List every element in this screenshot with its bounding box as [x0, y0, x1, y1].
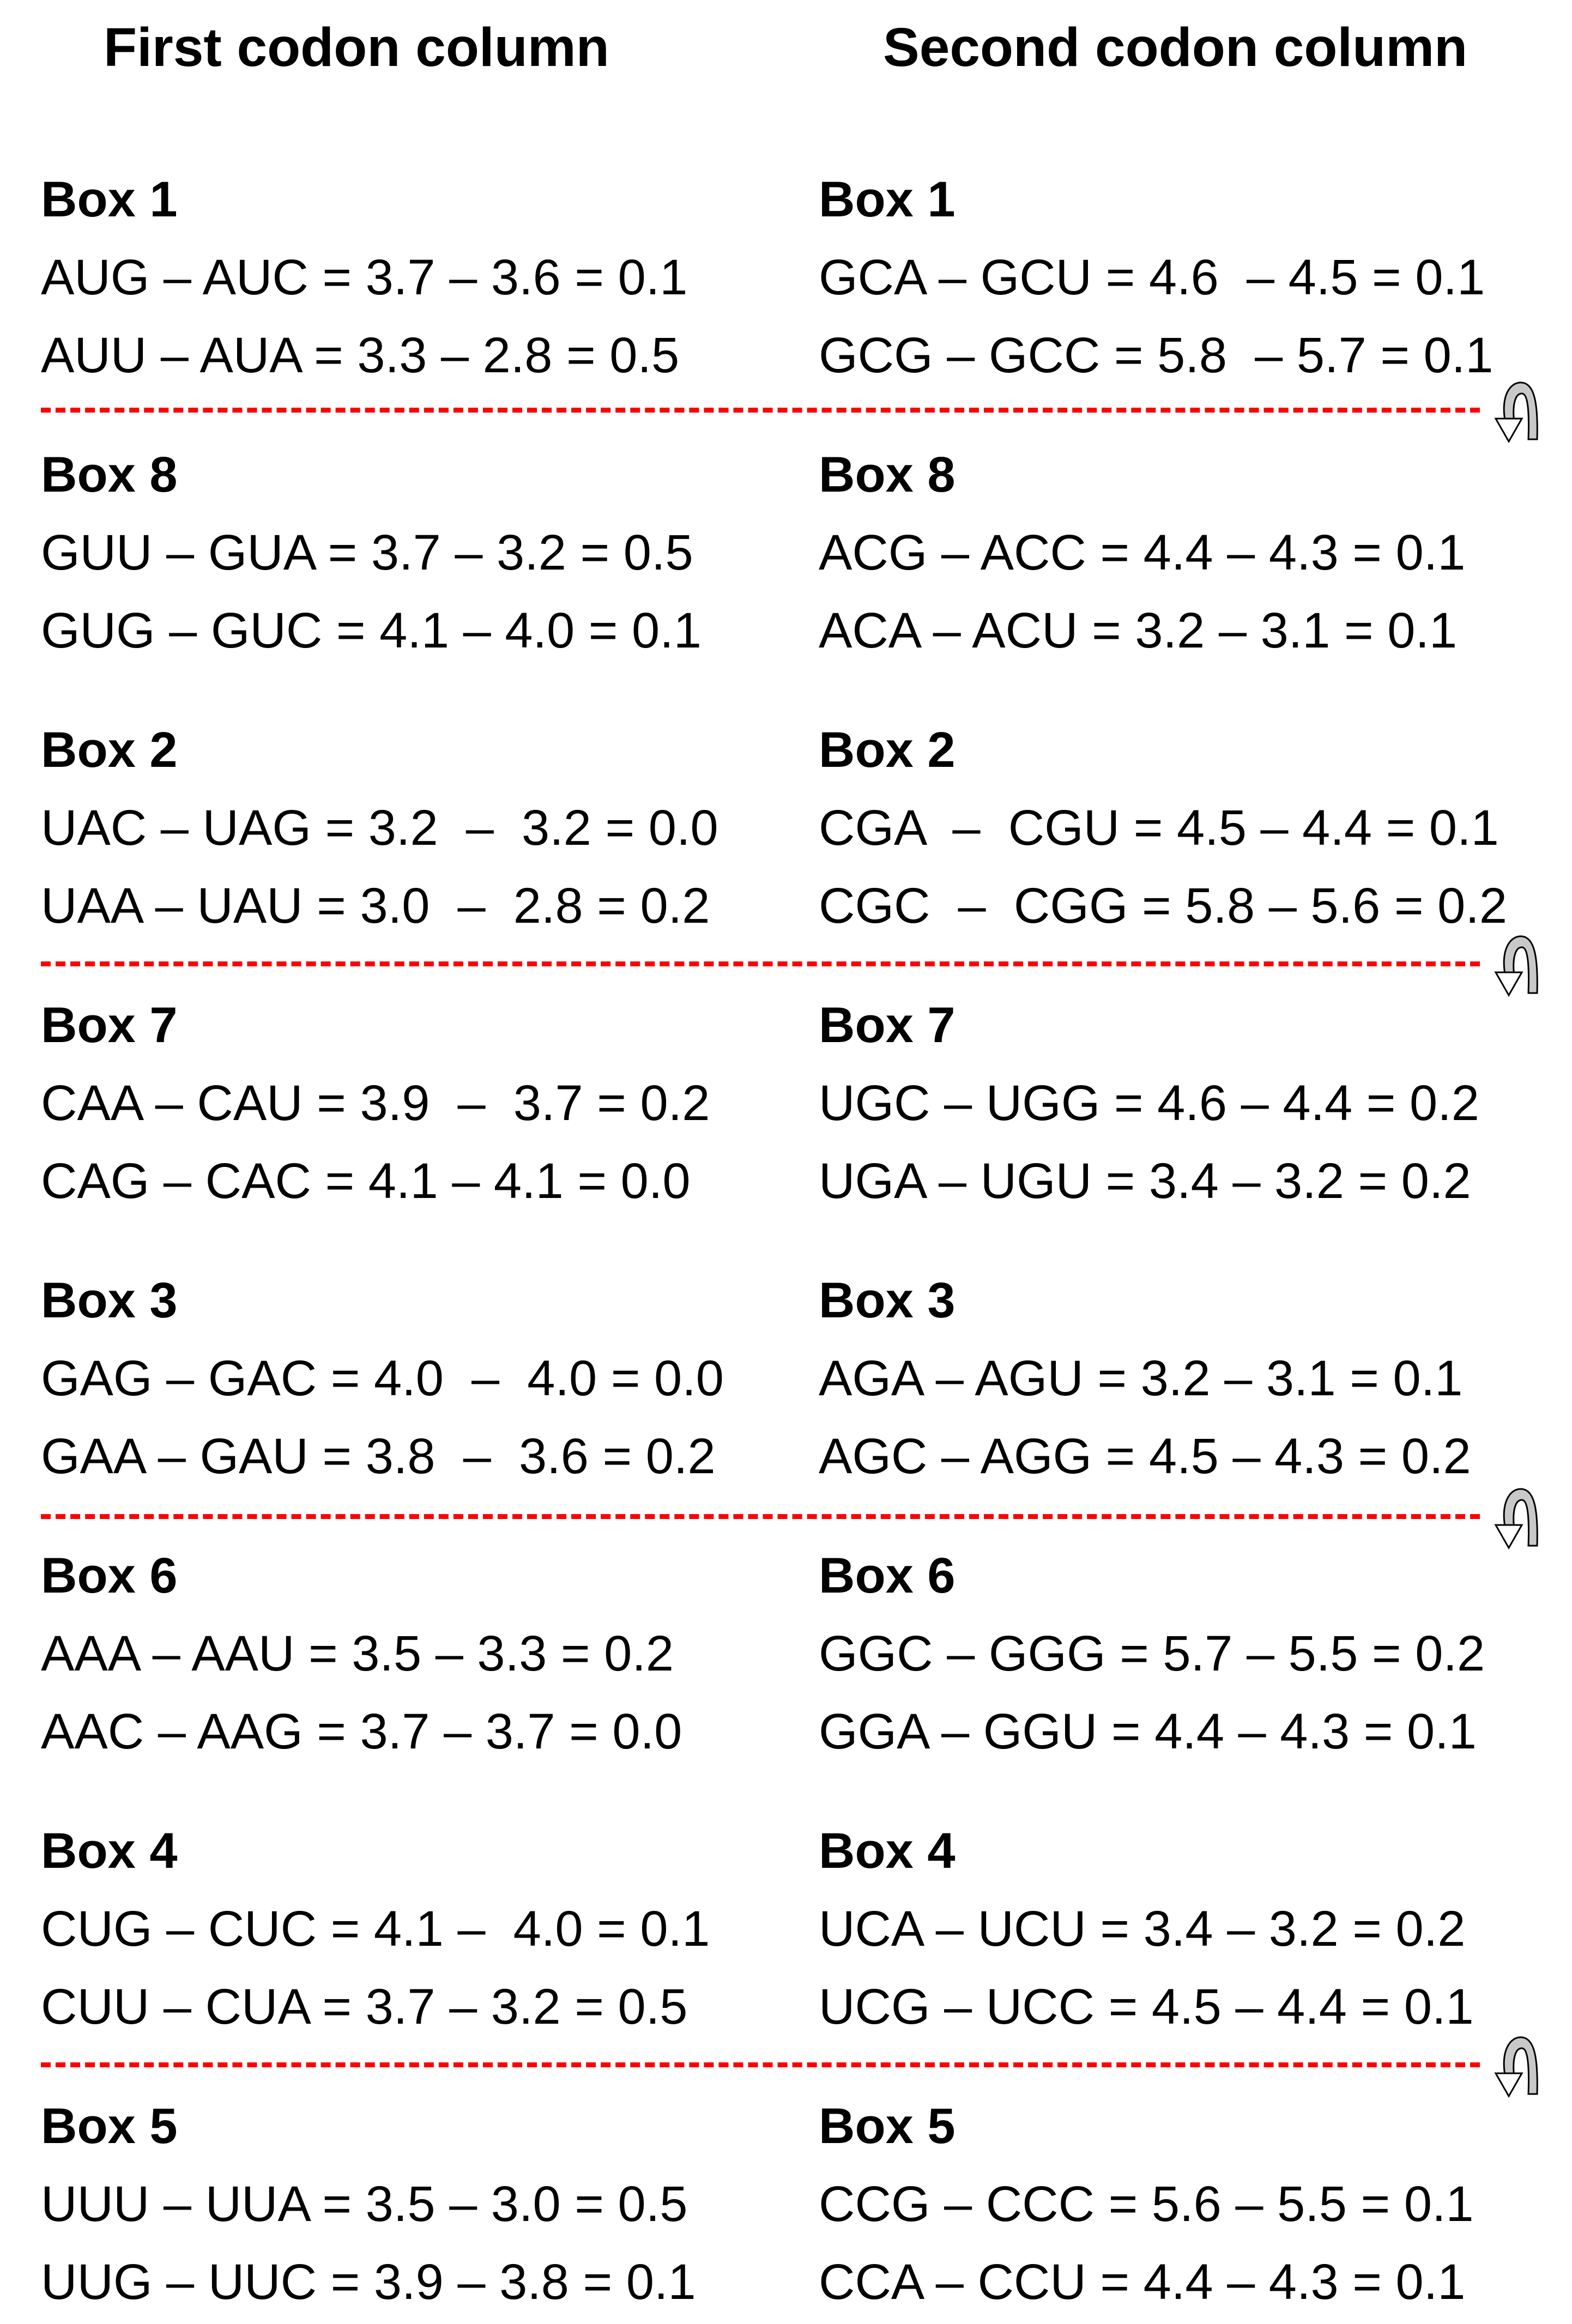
- codon-box: [41, 2087, 696, 2321]
- box-title: Box 3: [819, 1273, 956, 1328]
- second-column-header: Second codon column: [883, 17, 1468, 78]
- box-title: Box 8: [41, 447, 178, 503]
- box-title: Box 6: [41, 1548, 178, 1603]
- codon-box: [41, 1262, 724, 1496]
- dashed-divider: [41, 2062, 1480, 2067]
- codon-box: [41, 436, 702, 670]
- codon-difference-line: AUG – AUC = 3.7 – 3.6 = 0.1: [41, 250, 688, 305]
- codon-box: [819, 161, 1494, 395]
- codon-difference-line: ACA – ACU = 3.2 – 3.1 = 0.1: [819, 603, 1458, 658]
- codon-difference-line: GGA – GGU = 4.4 – 4.3 = 0.1: [819, 1704, 1477, 1759]
- codon-difference-line: AAA – AAU = 3.5 – 3.3 = 0.2: [41, 1626, 674, 1681]
- box-title: Box 2: [819, 722, 956, 778]
- dashed-divider: [41, 408, 1480, 413]
- codon-box: [41, 987, 710, 1220]
- flip-arrow-icon: [1484, 929, 1544, 1000]
- codon-difference-line: AGA – AGU = 3.2 – 3.1 = 0.1: [819, 1351, 1463, 1406]
- codon-difference-line: CUU – CUA = 3.7 – 3.2 = 0.5: [41, 1979, 688, 2035]
- codon-difference-line: CAA – CAU = 3.9 – 3.7 = 0.2: [41, 1075, 710, 1131]
- codon-difference-line: GUU – GUA = 3.7 – 3.2 = 0.5: [41, 525, 693, 580]
- box-title: Box 1: [41, 172, 178, 227]
- codon-difference-line: CAG – CAC = 4.1 – 4.1 = 0.0: [41, 1153, 691, 1209]
- box-title: Box 2: [41, 722, 178, 778]
- codon-difference-line: UAC – UAG = 3.2 – 3.2 = 0.0: [41, 800, 718, 856]
- codon-box: [819, 1262, 1471, 1496]
- codon-box: [41, 711, 718, 945]
- flip-arrow-icon: [1484, 2030, 1544, 2101]
- codon-difference-line: UCA – UCU = 3.4 – 3.2 = 0.2: [819, 1901, 1466, 1957]
- codon-difference-line: UAA – UAU = 3.0 – 2.8 = 0.2: [41, 878, 710, 934]
- first-column-header: First codon column: [104, 17, 609, 78]
- codon-box: [41, 1812, 710, 2046]
- dashed-divider: [41, 1514, 1480, 1519]
- codon-difference-line: CUG – CUC = 4.1 – 4.0 = 0.1: [41, 1901, 710, 1957]
- codon-difference-line: ACG – ACC = 4.4 – 4.3 = 0.1: [819, 525, 1466, 580]
- flip-arrow-icon: [1484, 1481, 1544, 1552]
- codon-difference-line: CCA – CCU = 4.4 – 4.3 = 0.1: [819, 2254, 1466, 2310]
- box-title: Box 4: [41, 1823, 178, 1879]
- codon-box: [819, 436, 1465, 670]
- box-title: Box 7: [41, 997, 178, 1053]
- codon-box: [41, 1537, 682, 1771]
- codon-difference-line: UUG – UUC = 3.9 – 3.8 = 0.1: [41, 2254, 696, 2310]
- box-title: Box 8: [819, 447, 956, 503]
- box-title: Box 7: [819, 997, 956, 1053]
- codon-box: [819, 2087, 1474, 2321]
- flip-arrow-icon: [1484, 375, 1544, 446]
- codon-difference-line: CGC – CGG = 5.8 – 5.6 = 0.2: [819, 878, 1508, 934]
- codon-difference-line: GCA – GCU = 4.6 – 4.5 = 0.1: [819, 250, 1485, 305]
- box-title: Box 5: [819, 2098, 956, 2154]
- box-title: Box 3: [41, 1273, 178, 1328]
- codon-difference-line: GCG – GCC = 5.8 – 5.7 = 0.1: [819, 328, 1494, 383]
- codon-difference-line: UCG – UCC = 4.5 – 4.4 = 0.1: [819, 1979, 1474, 2035]
- codon-box: [819, 711, 1507, 945]
- box-title: Box 5: [41, 2098, 178, 2154]
- codon-box: [819, 987, 1479, 1220]
- codon-box: [41, 161, 687, 395]
- codon-box: [819, 1812, 1474, 2046]
- codon-difference-line: AUU – AUA = 3.3 – 2.8 = 0.5: [41, 328, 680, 383]
- codon-difference-line: AGC – AGG = 4.5 – 4.3 = 0.2: [819, 1429, 1471, 1484]
- codon-difference-line: GAA – GAU = 3.8 – 3.6 = 0.2: [41, 1429, 716, 1484]
- codon-difference-line: UGA – UGU = 3.4 – 3.2 = 0.2: [819, 1153, 1471, 1209]
- codon-difference-line: UUU – UUA = 3.5 – 3.0 = 0.5: [41, 2176, 688, 2232]
- codon-difference-line: AAC – AAG = 3.7 – 3.7 = 0.0: [41, 1704, 682, 1759]
- box-title: Box 4: [819, 1823, 956, 1879]
- box-title: Box 6: [819, 1548, 956, 1603]
- dashed-divider: [41, 961, 1480, 966]
- codon-difference-line: GGC – GGG = 5.7 – 5.5 = 0.2: [819, 1626, 1485, 1681]
- codon-difference-line: CCG – CCC = 5.6 – 5.5 = 0.1: [819, 2176, 1474, 2232]
- codon-difference-line: GUG – GUC = 4.1 – 4.0 = 0.1: [41, 603, 702, 658]
- codon-difference-line: GAG – GAC = 4.0 – 4.0 = 0.0: [41, 1351, 724, 1406]
- codon-box: [819, 1537, 1485, 1771]
- codon-difference-line: UGC – UGG = 4.6 – 4.4 = 0.2: [819, 1075, 1479, 1131]
- codon-difference-line: CGA – CGU = 4.5 – 4.4 = 0.1: [819, 800, 1499, 856]
- box-title: Box 1: [819, 172, 956, 227]
